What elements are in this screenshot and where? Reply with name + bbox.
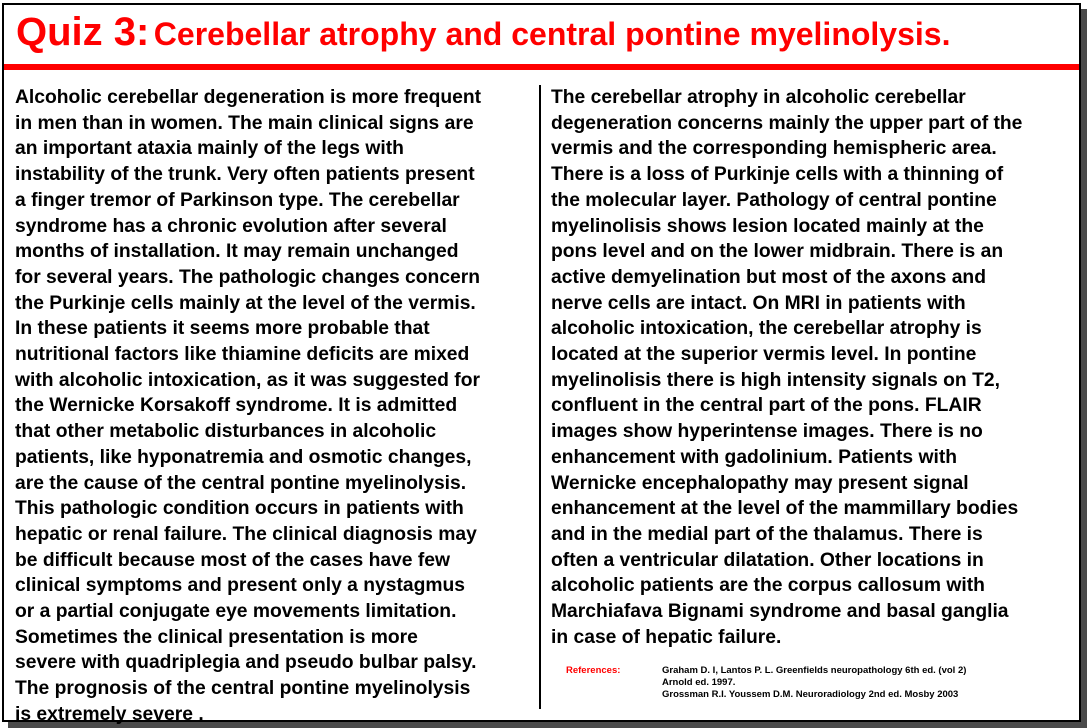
quiz-number: Quiz 3:: [16, 10, 150, 54]
text-line: enhancement at the level of the mammillary bodies: [551, 498, 1019, 520]
text-line: in case of hepatic failure.: [551, 626, 782, 648]
text-line: the molecular layer. Pathology of central pontine: [551, 189, 997, 211]
text-line: be difficult because most of the cases have few: [15, 549, 451, 571]
text-line: Marchiafava Bignami syndrome and basal ganglia: [551, 601, 1009, 623]
text-line: hepatic or renal failure. The clinical diagnosis may: [15, 523, 477, 545]
text-line: pons level and on the lower midbrain. There is an: [551, 241, 1004, 263]
text-line: severe with quadriplegia and pseudo bulbar palsy.: [15, 652, 477, 674]
reference-item: Grossman R.I. Youssem D.M. Neuroradiology 2nd ed. Mosby 2003: [662, 689, 959, 700]
text-line: Wernicke encephalopathy may present signal: [551, 472, 969, 494]
text-line: often a ventricular dilatation. Other locations in: [551, 549, 984, 571]
text-line: located at the superior vermis level. In pontine: [551, 344, 977, 366]
right-column-text: [551, 85, 1069, 650]
quiz-topic: Cerebellar atrophy and central pontine myelinolysis.: [153, 16, 951, 52]
slide-title: [16, 12, 950, 52]
text-line: patients, like hyponatremia and osmotic changes,: [15, 446, 472, 468]
title-rule: [4, 64, 1079, 70]
text-line: in men than in women. The main clinical signs are: [15, 112, 474, 134]
text-line: confluent in the central part of the pons. FLAIR: [551, 395, 982, 417]
text-line: clinical symptoms and present only a nystagmus: [15, 575, 466, 597]
text-line: vermis and the corresponding hemispheric area.: [551, 138, 997, 160]
text-line: is extremely severe .: [15, 703, 204, 725]
text-line: This pathologic condition occurs in patients with: [15, 498, 464, 520]
text-line: a finger tremor of Parkinson type. The cerebellar: [15, 189, 460, 211]
slide: [2, 3, 1081, 725]
text-line: for several years. The pathologic changes concern: [15, 266, 481, 288]
references-label: References:: [566, 665, 621, 676]
text-line: are the cause of the central pontine myelinolysis.: [15, 472, 467, 494]
text-line: the Wernicke Korsakoff syndrome. It is admitted: [15, 395, 458, 417]
text-line: or a partial conjugate eye movements limitation.: [15, 601, 457, 623]
text-line: enhancement with gadolinium. Patients with: [551, 446, 958, 468]
text-line: myelinolisis there is high intensity signals on T2,: [551, 369, 1000, 391]
text-line: alcoholic patients are the corpus callosum with: [551, 575, 985, 597]
text-line: and in the medial part of the thalamus. There is: [551, 523, 983, 545]
text-line: degeneration concerns mainly the upper part of the: [551, 112, 1023, 134]
references-list: [662, 665, 966, 701]
text-line: Sometimes the clinical presentation is more: [15, 626, 418, 648]
text-line: Alcoholic cerebellar degeneration is more frequent: [15, 87, 482, 108]
text-line: alcoholic intoxication, the cerebellar atrophy is: [551, 318, 982, 340]
text-line: There is a loss of Purkinje cells with a thinning of: [551, 164, 1004, 186]
text-line: that other metabolic disturbances in alcoholic: [15, 421, 437, 443]
text-line: months of installation. It may remain unchanged: [15, 241, 459, 263]
reference-item: Graham D. I, Lantos P. L. Greenfields neuropathology 6th ed. (vol 2): [662, 665, 967, 676]
text-line: active demyelination but most of the axons and: [551, 266, 986, 288]
text-line: with alcoholic intoxication, as it was suggested for: [15, 369, 480, 391]
text-line: instability of the trunk. Very often patients present: [15, 164, 475, 186]
text-line: The prognosis of the central pontine myelinolysis: [15, 678, 471, 700]
text-line: In these patients it seems more probable that: [15, 318, 430, 340]
text-line: nutritional factors like thiamine deficits are mixed: [15, 344, 470, 366]
text-line: the Purkinje cells mainly at the level of the vermis.: [15, 292, 476, 314]
text-line: an important ataxia mainly of the legs with: [15, 138, 404, 160]
text-line: syndrome has a chronic evolution after several: [15, 215, 447, 237]
text-line: images show hyperintense images. There is no: [551, 421, 983, 443]
text-line: myelinolisis shows lesion located mainly at the: [551, 215, 984, 237]
text-line: The cerebellar atrophy in alcoholic cerebellar: [551, 87, 966, 108]
text-line: nerve cells are intact. On MRI in patients with: [551, 292, 966, 314]
reference-item: Arnold ed. 1997.: [662, 677, 736, 688]
left-column-text: [15, 85, 535, 728]
column-divider: [539, 85, 541, 709]
